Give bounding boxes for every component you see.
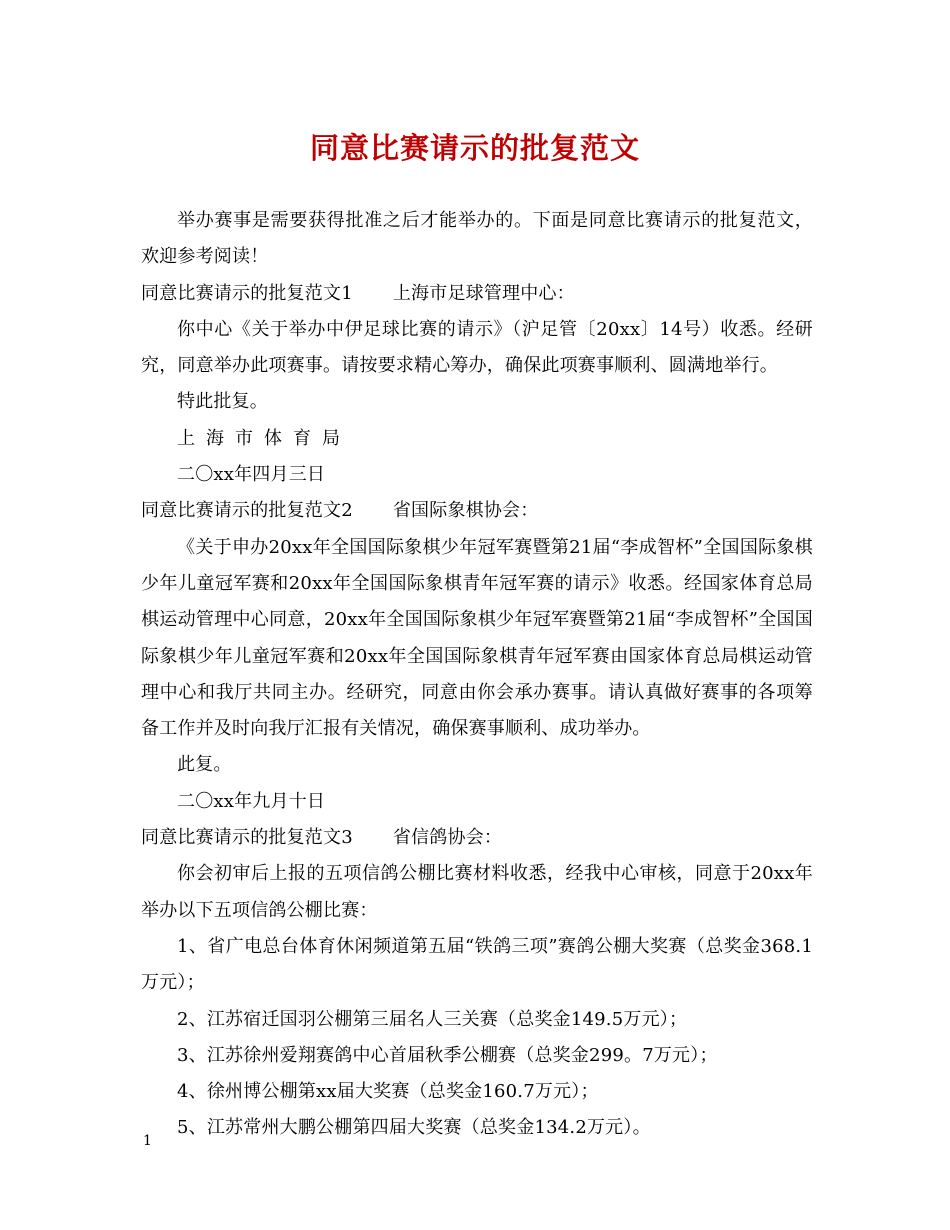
sample3-recipient: 省信鸽协会：: [392, 827, 503, 849]
sample2-closing: 此复。: [177, 754, 232, 776]
sample2-recipient: 省国际象棋协会：: [392, 500, 539, 522]
sample2-body: 《关于申办20xx年全国国际象棋少年冠军赛暨第21届“李成智杯”全国国际象棋少年儿童冠军赛和20xx年全国国际象棋青年冠军赛的请示》收悉。经国家体育总局棋运动管理中心同意，20xx年全国国际象棋少年冠军赛暨第21届“李成智杯”全国国际象棋少年儿童冠军赛和20xx年全国国际象棋青年冠军赛由国家体育总局棋运动管理中心和我厅共同主办。经研究，同意由你会承办赛事。请认真做好赛事的各项筹备工作并及时向我厅汇报有关情况，确保赛事顺利、成功举办。: [141, 536, 813, 740]
document-title: 同意比赛请示的批复范文: [309, 131, 640, 165]
document-body: [141, 203, 813, 1147]
list-item: 4、徐州博公棚第xx届大奖赛（总奖金160.7万元）；: [177, 1081, 599, 1103]
page-number: 1: [143, 1133, 152, 1149]
sample3-heading-line: [141, 820, 813, 856]
sample1-heading-line: [141, 276, 813, 312]
list-item: 5、江苏常州大鹏公棚第四届大奖赛（总奖金134.2万元）。: [177, 1117, 651, 1139]
sample3-body: 你会初审后上报的五项信鸽公棚比赛材料收悉，经我中心审核，同意于20xx年举办以下五项信鸽公棚比赛：: [141, 863, 813, 921]
sample1-heading: 同意比赛请示的批复范文1: [141, 282, 353, 304]
sample1-issuer: 上海市体育局: [177, 427, 351, 449]
sample1-closing: 特此批复。: [177, 391, 268, 413]
sample2-date: 二〇xx年九月十日: [177, 790, 326, 812]
sample1-recipient: 上海市足球管理中心：: [392, 282, 575, 304]
sample2-heading-line: [141, 493, 813, 529]
list-item: 2、江苏宿迁国羽公棚第三届名人三关赛（总奖金149.5万元）；: [177, 1008, 688, 1030]
sample3-heading: 同意比赛请示的批复范文3: [141, 827, 353, 849]
sample1-date: 二〇xx年四月三日: [177, 464, 326, 486]
list-item: 3、江苏徐州爱翔赛鸽中心首届秋季公棚赛（总奖金299。7万元）；: [177, 1044, 718, 1066]
intro-paragraph: 举办赛事是需要获得批准之后才能举办的。下面是同意比赛请示的批复范文，欢迎参考阅读！: [141, 210, 813, 268]
sample2-heading: 同意比赛请示的批复范文2: [141, 500, 353, 522]
list-item: 1、省广电总台体育休闲频道第五届“铁鸽三项”赛鸽公棚大奖赛（总奖金368.1万元）；: [141, 935, 813, 994]
sample1-body: 你中心《关于举办中伊足球比赛的请示》（沪足管〔20xx〕14号）收悉。经研究，同意举办此项赛事。请按要求精心筹办，确保此项赛事顺利、圆满地举行。: [141, 318, 813, 377]
